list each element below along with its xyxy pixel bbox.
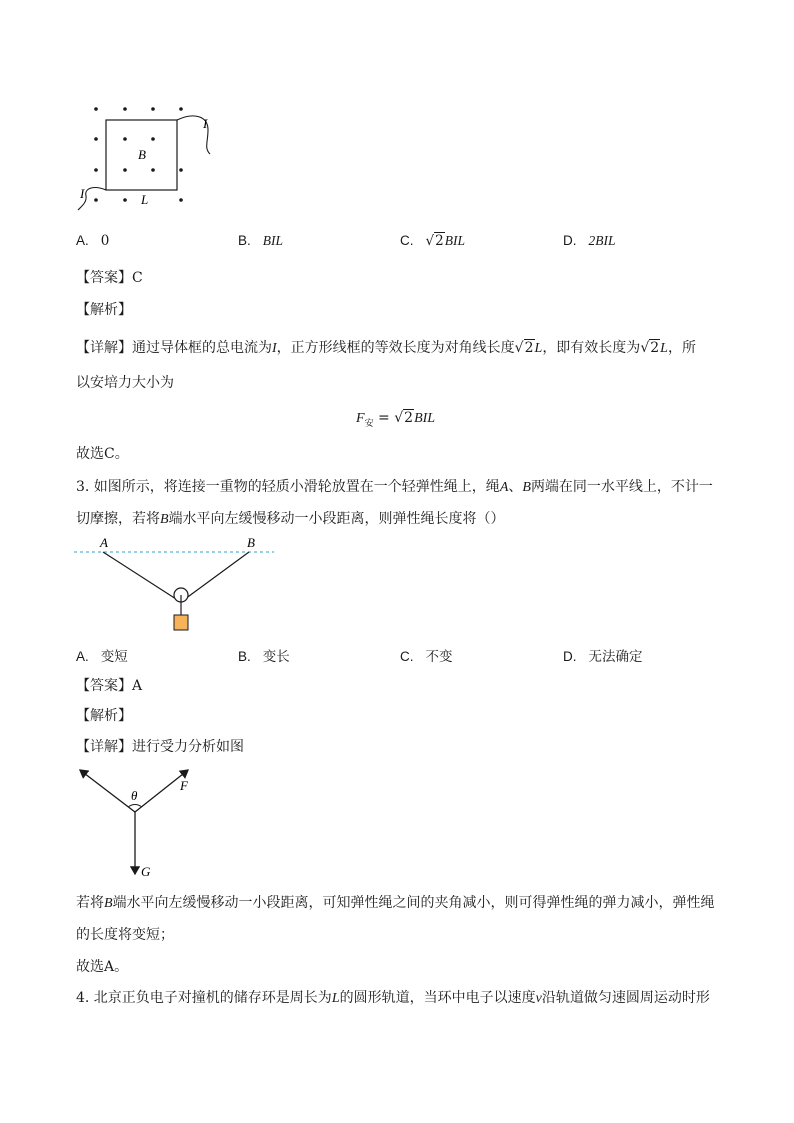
q3-option-c: [400, 645, 453, 665]
q4-stem-line1: 4. 北京正负电子对撞机的储存环是周长为L的圆形轨道，当环中电子以速度v沿轨道做匀速圆周运动时形: [76, 990, 710, 1006]
q3-analysis-heading: 【解析】: [76, 708, 132, 724]
option-text: 2BIL: [588, 233, 616, 248]
q2-option-b: [238, 233, 283, 249]
q3-stem-line2: 切摩擦，若将B端水平向左缓慢移动一小段距离，则弹性绳长度将（）: [76, 511, 505, 527]
option-label: D.: [563, 649, 577, 664]
label-F: F: [180, 778, 188, 793]
pulley-figure: [72, 534, 282, 634]
label-theta: θ: [131, 788, 138, 803]
q3-conclusion-line2: 的长度将变短；: [76, 927, 174, 943]
option-label: A.: [76, 649, 89, 664]
q3-option-d: [563, 645, 643, 665]
sqrt-sign: √2: [394, 410, 414, 426]
force-left-arrow: [80, 770, 135, 812]
angle-arc: [128, 805, 142, 808]
option-text: 变短: [100, 649, 128, 665]
q3-answer: 【答案】A: [76, 678, 143, 694]
label-B: B: [138, 147, 146, 162]
magnetic-field-figure: [72, 100, 222, 215]
rope-left: [103, 552, 176, 599]
option-label: C.: [400, 233, 414, 248]
q2-choose: 故选C。: [76, 446, 129, 462]
option-text: 变长: [262, 649, 290, 665]
option-text: 不变: [425, 649, 453, 665]
q2-analysis-heading: 【解析】: [76, 302, 132, 318]
label-G: G: [141, 864, 151, 879]
q2-answer: 【答案】C: [76, 270, 143, 286]
label-I-top: I: [203, 116, 208, 131]
label-I-bottom: I: [80, 186, 85, 201]
sqrt-sign: √2: [425, 233, 444, 249]
option-label: A.: [76, 233, 89, 248]
sqrt-sign: √2: [640, 340, 660, 356]
sqrt-sign: √2: [514, 340, 534, 356]
q3-conclusion-line1: 若将B端水平向左缓慢移动一小段距离，可知弹性绳之间的夹角减小，则可得弹性绳的弹力减小，弹性绳: [76, 895, 715, 911]
option-label: D.: [563, 233, 577, 248]
q2-detail-line1: 【详解】通过导体框的总电流为I，正方形线框的等效长度为对角线长度√2L，即有效长度为√2L，所: [76, 340, 696, 356]
option-text: 无法确定: [588, 649, 643, 665]
q2-formula: $F_安 = √2BIL$: [356, 410, 436, 429]
q2-detail-line2: 以安培力大小为: [76, 375, 174, 391]
q3-detail: 【详解】进行受力分析如图: [76, 739, 244, 755]
option-label: C.: [400, 649, 414, 664]
q2-option-d: [563, 233, 616, 249]
rope-right: [185, 552, 249, 599]
label-L: L: [141, 192, 149, 207]
q2-option-c: [400, 233, 465, 249]
option-text: 0: [100, 233, 110, 249]
label-A: A: [100, 535, 108, 550]
q3-option-b: [238, 645, 290, 665]
weight-block: [174, 615, 188, 630]
option-text: BIL: [444, 233, 465, 248]
q3-option-a: [76, 645, 128, 665]
option-label: B.: [238, 233, 251, 248]
option-text: BIL: [262, 233, 284, 248]
force-diagram: [72, 762, 202, 887]
q3-stem-line1: 3. 如图所示，将连接一重物的轻质小滑轮放置在一个轻弹性绳上，绳A、B两端在同一水平线上，不计一: [76, 479, 713, 495]
q2-option-a: [76, 233, 109, 249]
label-B: B: [247, 535, 255, 550]
option-label: B.: [238, 649, 251, 664]
q3-choose: 故选A。: [76, 959, 129, 975]
